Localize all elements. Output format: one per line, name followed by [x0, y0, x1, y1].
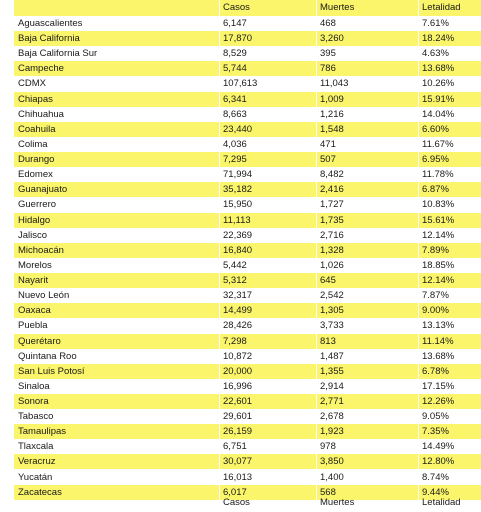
cell-state: CDMX [18, 78, 46, 90]
cell-lethality: 13.68% [422, 63, 455, 75]
cell-lethality: 11.78% [422, 169, 454, 181]
cell-deaths: 1,548 [320, 123, 344, 135]
table-row [14, 228, 481, 243]
footer-lethality: Letalidad [422, 497, 461, 508]
cell-lethality: 17.15% [422, 380, 455, 392]
cell-lethality: 12.26% [422, 396, 455, 407]
cell-deaths: 8,482 [320, 169, 344, 181]
cell-state: Sonora [18, 396, 49, 407]
cell-lethality: 10.83% [422, 199, 455, 211]
cell-state: Zacatecas [18, 486, 62, 498]
cell-deaths: 1,923 [320, 426, 344, 438]
cell-deaths: 395 [320, 48, 336, 60]
cell-state: Morelos [18, 259, 52, 271]
cell-state: Baja California [18, 33, 80, 45]
cell-cases: 30,077 [223, 456, 253, 468]
cell-lethality: 10.26% [422, 78, 455, 90]
cell-lethality: 15.91% [422, 93, 455, 105]
cell-cases: 28,426 [223, 320, 253, 332]
cell-state: Yucatán [18, 471, 53, 483]
cell-cases: 22,601 [223, 396, 253, 407]
cell-lethality: 11.67% [422, 138, 454, 150]
cell-deaths: 813 [320, 335, 336, 347]
table-row [14, 334, 481, 349]
cell-lethality: 6.87% [422, 184, 449, 196]
table-row [14, 167, 481, 182]
cell-cases: 17,870 [223, 33, 253, 45]
header-lethality: Letalidad [422, 2, 461, 13]
cell-state: Edomex [18, 169, 53, 181]
table-row [14, 454, 481, 469]
cell-state: Baja California Sur [18, 48, 98, 60]
table-row [14, 92, 481, 107]
cell-lethality: 11.14% [422, 335, 454, 347]
table-row [14, 409, 481, 424]
cell-state: Guerrero [18, 199, 57, 211]
table-row [14, 107, 481, 122]
cell-state: Chihuahua [18, 108, 64, 120]
cell-state: Colima [18, 138, 48, 150]
cell-lethality: 7.89% [422, 244, 449, 256]
cell-deaths: 1,727 [320, 199, 344, 211]
cell-deaths: 1,328 [320, 244, 344, 256]
cell-state: Tabasco [18, 411, 54, 423]
cell-state: Querétaro [18, 335, 61, 347]
table-row [14, 182, 481, 197]
cell-deaths: 2,716 [320, 229, 344, 241]
cell-cases: 8,529 [223, 48, 247, 60]
cell-lethality: 7.87% [422, 290, 449, 302]
table-row [14, 273, 481, 288]
cell-lethality: 15.61% [422, 214, 455, 226]
cell-lethality: 9.44% [422, 486, 449, 498]
cell-cases: 16,996 [223, 380, 253, 392]
cell-deaths: 1,026 [320, 259, 344, 271]
cell-cases: 5,312 [223, 275, 247, 287]
cell-deaths: 786 [320, 63, 336, 75]
cell-state: Campeche [18, 63, 64, 75]
cell-deaths: 11,043 [320, 78, 349, 90]
table-header [14, 0, 481, 16]
cell-state: Nuevo León [18, 290, 70, 302]
table-row [14, 137, 481, 152]
table-row [14, 439, 481, 454]
footer-cases: Casos [223, 497, 250, 508]
cell-deaths: 2,914 [320, 380, 344, 392]
cell-deaths: 3,733 [320, 320, 344, 332]
cell-lethality: 12.14% [422, 275, 455, 287]
cell-state: Hidalgo [18, 214, 51, 226]
cell-cases: 10,872 [223, 350, 253, 362]
cell-state: Veracruz [18, 456, 56, 468]
cell-deaths: 1,305 [320, 305, 344, 317]
header-deaths: Muertes [320, 2, 355, 13]
table-row [14, 349, 481, 364]
table-row [14, 197, 481, 212]
table-row [14, 364, 481, 379]
cell-cases: 26,159 [223, 426, 253, 438]
cell-lethality: 13.68% [422, 350, 455, 362]
cell-deaths: 3,260 [320, 33, 344, 45]
table-row [14, 16, 481, 31]
cell-cases: 5,744 [223, 63, 247, 75]
cell-deaths: 2,678 [320, 411, 344, 423]
cell-deaths: 1,400 [320, 471, 344, 483]
cell-cases: 8,663 [223, 108, 247, 120]
cell-deaths: 568 [320, 486, 336, 498]
cell-lethality: 14.04% [422, 108, 455, 120]
cell-lethality: 9.05% [422, 411, 449, 423]
cell-deaths: 1,216 [320, 108, 344, 120]
cell-deaths: 471 [320, 138, 336, 150]
cell-deaths: 1,355 [320, 365, 344, 377]
cell-state: Durango [18, 154, 55, 166]
table-row [14, 213, 481, 228]
table-row [14, 288, 481, 303]
table-row [14, 318, 481, 333]
cell-lethality: 6.95% [422, 154, 449, 166]
cell-cases: 29,601 [223, 411, 253, 423]
cell-deaths: 645 [320, 275, 336, 287]
cell-lethality: 12.80% [422, 456, 455, 468]
cell-deaths: 3,850 [320, 456, 344, 468]
cell-cases: 5,442 [223, 259, 247, 271]
cell-lethality: 14.49% [422, 441, 455, 453]
cell-deaths: 468 [320, 18, 336, 29]
cell-cases: 6,341 [223, 93, 247, 105]
cell-cases: 71,994 [223, 169, 253, 181]
header-cases: Casos [223, 2, 250, 13]
table-row [14, 303, 481, 318]
cell-lethality: 6.78% [422, 365, 449, 377]
cell-lethality: 18.24% [422, 33, 455, 45]
footer-deaths: Muertes [320, 497, 355, 508]
cell-deaths: 1,009 [320, 93, 344, 105]
cell-lethality: 7.35% [422, 426, 449, 438]
cell-state: Coahuila [18, 123, 56, 135]
cell-state: Tlaxcala [18, 441, 54, 453]
cell-cases: 6,751 [223, 441, 247, 453]
table-row [14, 379, 481, 394]
cell-lethality: 12.14% [422, 229, 455, 241]
table-row [14, 46, 481, 61]
table-row [14, 258, 481, 273]
cell-lethality: 7.61% [422, 18, 449, 29]
table-row [14, 61, 481, 76]
cell-cases: 7,298 [223, 335, 247, 347]
cell-state: Aguascalientes [18, 18, 83, 29]
cell-state: Tamaulipas [18, 426, 67, 438]
cell-cases: 16,013 [223, 471, 253, 483]
table-row [14, 31, 481, 46]
table-row [14, 76, 481, 91]
cell-state: Quintana Roo [18, 350, 77, 362]
cell-deaths: 2,771 [320, 396, 344, 407]
table-row [14, 243, 481, 258]
cell-cases: 4,036 [223, 138, 247, 150]
cell-cases: 6,147 [223, 18, 247, 29]
cell-lethality: 13.13% [422, 320, 455, 332]
cell-lethality: 8.74% [422, 471, 449, 483]
cell-cases: 15,950 [223, 199, 253, 211]
cell-deaths: 1,487 [320, 350, 344, 362]
cell-state: Michoacán [18, 244, 64, 256]
cell-cases: 107,613 [223, 78, 258, 90]
cell-deaths: 978 [320, 441, 336, 453]
table-row [14, 424, 481, 439]
cell-cases: 35,182 [223, 184, 253, 196]
cell-state: Nayarit [18, 275, 49, 287]
table-row [14, 122, 481, 137]
cell-lethality: 6.60% [422, 123, 449, 135]
cell-state: Puebla [18, 320, 48, 332]
cell-state: Sinaloa [18, 380, 50, 392]
cell-deaths: 1,735 [320, 214, 344, 226]
cell-cases: 6,017 [223, 486, 247, 498]
cell-cases: 14,499 [223, 305, 253, 317]
cell-lethality: 9.00% [422, 305, 449, 317]
cell-deaths: 507 [320, 154, 336, 166]
cell-cases: 11,113 [223, 214, 251, 226]
cell-cases: 32,317 [223, 290, 253, 302]
cell-lethality: 4.63% [422, 48, 449, 60]
cell-cases: 16,840 [223, 244, 253, 256]
cell-cases: 22,369 [223, 229, 253, 241]
table-row [14, 470, 481, 485]
cell-cases: 23,440 [223, 123, 253, 135]
cell-lethality: 18.85% [422, 259, 455, 271]
cell-cases: 20,000 [223, 365, 253, 377]
cell-state: Oaxaca [18, 305, 51, 317]
cell-state: Jalisco [18, 229, 48, 241]
cell-state: San Luis Potosí [18, 365, 85, 377]
cell-deaths: 2,416 [320, 184, 344, 196]
cell-deaths: 2,542 [320, 290, 344, 302]
table-row [14, 152, 481, 167]
table-footer [14, 495, 481, 511]
cell-state: Guanajuato [18, 184, 68, 196]
cell-state: Chiapas [18, 93, 53, 105]
table-row [14, 394, 481, 409]
cell-cases: 7,295 [223, 154, 247, 166]
